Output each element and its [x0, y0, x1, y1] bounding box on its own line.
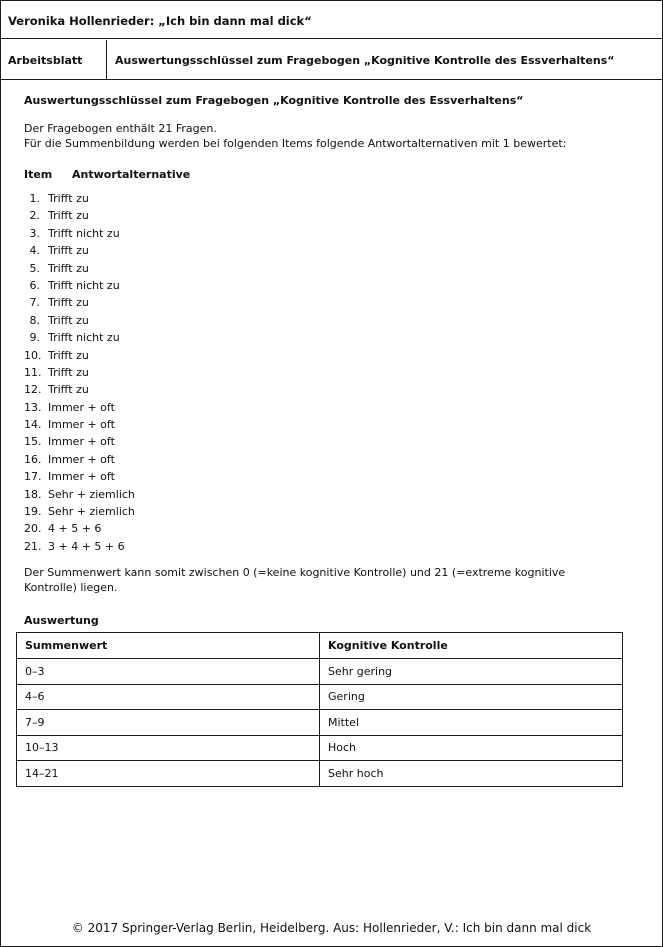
item-answer: Trifft zu: [48, 261, 89, 275]
table-row: [17, 735, 623, 761]
item-answer: Sehr + ziemlich: [48, 505, 135, 519]
item-answer: 3 + 4 + 5 + 6: [48, 539, 125, 553]
item-answer: Trifft zu: [48, 244, 89, 258]
book-header: Veronika Hollenrieder: „Ich bin dann mal dick“: [1, 1, 662, 39]
item-answer: Trifft zu: [48, 348, 89, 362]
item-answer: Trifft zu: [48, 296, 89, 310]
table-header-cell: Summenwert: [17, 633, 320, 659]
sheet-label: Arbeitsblatt: [1, 40, 107, 79]
item-number: 5.: [29, 261, 40, 275]
sum-value-cell: 0–3: [17, 659, 320, 685]
item-number: 7.: [29, 296, 40, 310]
conclusion-text: Der Summenwert kann somit zwischen 0 (=keine kognitive Kontrolle) und 21 (=extreme kognitive Kontrolle) liegen.: [24, 566, 566, 595]
list-item: [24, 242, 644, 259]
list-item: [24, 190, 644, 207]
item-number: 17.: [24, 470, 42, 484]
evaluation-table: [16, 632, 623, 787]
item-answer: Trifft zu: [48, 383, 89, 397]
item-answer: Immer + oft: [48, 470, 115, 484]
item-answer: Immer + oft: [48, 418, 115, 432]
intro-text: [24, 121, 644, 151]
item-answer: Trifft nicht zu: [48, 331, 120, 345]
list-item: [24, 260, 644, 277]
item-list-header: [24, 168, 644, 182]
list-item: [24, 312, 644, 329]
table-row: [17, 659, 623, 685]
item-answer: 4 + 5 + 6: [48, 522, 102, 536]
content-title: Auswertungsschlüssel zum Fragebogen „Kognitive Kontrolle des Essverhaltens“: [24, 94, 524, 107]
table-row: [17, 710, 623, 736]
list-item: [24, 433, 644, 450]
list-item: [24, 347, 644, 364]
table-header-cell: Kognitive Kontrolle: [320, 633, 623, 659]
list-item: [24, 207, 644, 224]
list-item: [24, 381, 644, 398]
item-answer: Trifft zu: [48, 313, 89, 327]
table-body: [17, 659, 623, 787]
control-level-cell: Sehr gering: [320, 659, 623, 685]
control-level-cell: Sehr hoch: [320, 761, 623, 787]
item-number: 6.: [29, 278, 40, 292]
list-item: [24, 399, 644, 416]
item-number: 12.: [24, 383, 42, 397]
item-answer: Trifft nicht zu: [48, 226, 120, 240]
list-item: [24, 364, 644, 381]
copyright-footer: © 2017 Springer-Verlag Berlin, Heidelberg. Aus: Hollenrieder, V.: Ich bin dann mal dick: [71, 921, 592, 935]
intro-line: Der Fragebogen enthält 21 Fragen.: [24, 122, 217, 135]
sheet-title: Auswertungsschlüssel zum Fragebogen „Kognitive Kontrolle des Essverhaltens“: [115, 54, 615, 67]
answer-column-header: Antwortalternative: [72, 168, 191, 181]
list-item: [24, 520, 644, 537]
sum-value-cell: 7–9: [17, 710, 320, 736]
evaluation-heading: Auswertung: [24, 614, 99, 628]
item-number: 15.: [24, 435, 42, 449]
item-answer: Trifft nicht zu: [48, 278, 120, 292]
item-number: 21.: [24, 539, 42, 553]
list-item: [24, 416, 644, 433]
item-answer: Trifft zu: [48, 365, 89, 379]
item-answer: Immer + oft: [48, 435, 115, 449]
item-number: 14.: [24, 418, 42, 432]
item-answer: Immer + oft: [48, 400, 115, 414]
list-item: [24, 225, 644, 242]
table-header-row: [17, 633, 623, 659]
table-row: [17, 684, 623, 710]
list-item: [24, 277, 644, 294]
item-number: 9.: [29, 331, 40, 345]
item-number: 2.: [29, 209, 40, 223]
item-answer: Immer + oft: [48, 452, 115, 466]
item-number: 13.: [24, 400, 42, 414]
item-answer: Trifft zu: [48, 209, 89, 223]
list-item: [24, 294, 644, 311]
item-number: 10.: [24, 348, 42, 362]
item-number: 16.: [24, 452, 42, 466]
sheet-header: [1, 40, 662, 80]
item-column-header: Item: [24, 168, 53, 181]
item-list: [24, 190, 644, 555]
item-number: 1.: [29, 192, 40, 205]
item-answer: Sehr + ziemlich: [48, 487, 135, 501]
list-item: [24, 503, 644, 520]
control-level-cell: Hoch: [320, 735, 623, 761]
sheet-content: [24, 94, 644, 780]
control-level-cell: Mittel: [320, 710, 623, 736]
table-row: [17, 761, 623, 787]
list-item: [24, 468, 644, 485]
item-number: 11.: [24, 365, 42, 379]
item-number: 19.: [24, 505, 42, 519]
item-number: 18.: [24, 487, 42, 501]
sum-value-cell: 10–13: [17, 735, 320, 761]
sum-value-cell: 4–6: [17, 684, 320, 710]
sum-value-cell: 14–21: [17, 761, 320, 787]
item-number: 20.: [24, 522, 42, 536]
intro-line: Für die Summenbildung werden bei folgenden Items folgende Antwortalternativen mit 1 bewertet:: [24, 137, 567, 150]
list-item: [24, 329, 644, 346]
item-number: 4.: [29, 244, 40, 258]
list-item: [24, 538, 644, 555]
item-number: 8.: [29, 313, 40, 327]
item-answer: Trifft zu: [48, 192, 89, 205]
list-item: [24, 451, 644, 468]
control-level-cell: Gering: [320, 684, 623, 710]
list-item: [24, 486, 644, 503]
item-number: 3.: [29, 226, 40, 240]
